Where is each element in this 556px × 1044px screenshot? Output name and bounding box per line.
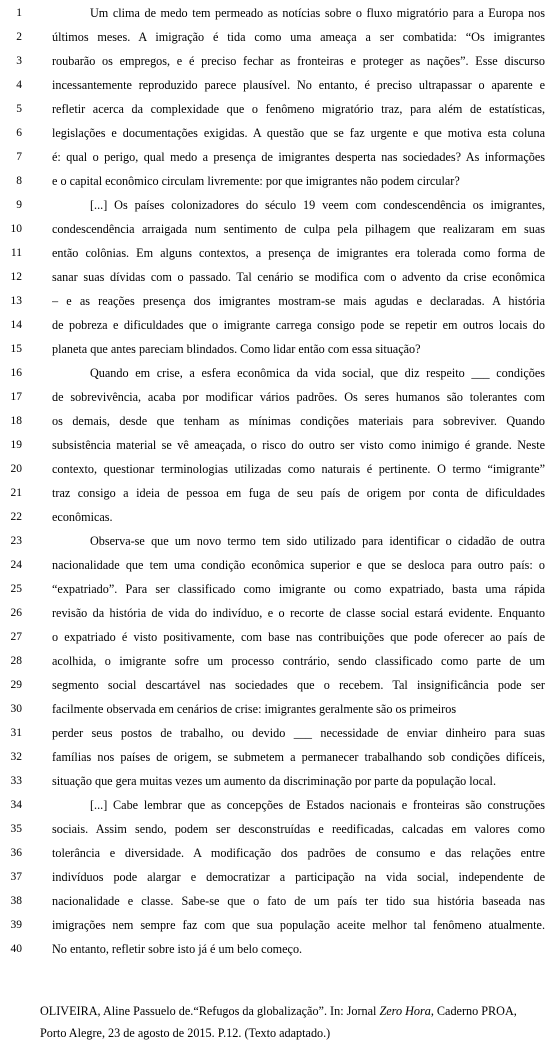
line-number: 26 (10, 607, 22, 619)
line-text: econômicas. (52, 510, 113, 524)
text-line (0, 146, 556, 168)
text-line (0, 386, 556, 408)
text-line (0, 674, 556, 696)
line-text: nacionalidade que tem uma condição econômica superior e que se desloca para outro país: o (52, 558, 545, 572)
line-number: 37 (10, 871, 22, 883)
line-text: últimos meses. A imigração é tida como uma ameaça a ser combatida: “Os imigrantes (52, 30, 545, 44)
line-number: 7 (16, 151, 22, 163)
citation-text: , Caderno PROA, (430, 1004, 517, 1018)
line-text: então colônias. Em alguns contextos, a presença de imigrantes era tolerada como forma de (52, 246, 545, 260)
line-number: 40 (10, 943, 22, 955)
line-number: 28 (10, 655, 22, 667)
line-text: facilmente observada em cenários de crise: imigrantes geralmente são os primeiros (52, 702, 457, 716)
text-line (0, 338, 556, 360)
line-number: 12 (10, 271, 22, 283)
line-text: Quando em crise, a esfera econômica da vida social, que diz respeito ___ condições (90, 366, 545, 380)
text-line (0, 122, 556, 144)
text-line (0, 98, 556, 120)
line-text: subsistência material se vê ameaçada, o risco do outro ser visto como inimigo é grande. Neste (52, 438, 545, 452)
line-text: os demais, desde que tenham as mínimas condições materiais para sobreviver. Quando (52, 414, 545, 428)
line-text: famílias nos países de origem, se submetem a permanecer trabalhando sob condições difíceis, (52, 750, 545, 764)
text-line (0, 602, 556, 624)
newspaper-name: Zero Hora (379, 1004, 431, 1018)
line-text: Observa-se que um novo termo tem sido utilizado para identificar o cidadão de outra (90, 534, 545, 548)
text-line (0, 698, 556, 720)
text-line (0, 50, 556, 72)
line-text: de pobreza e dificuldades que o imigrante carrega consigo pode se repetir em outros locais do (52, 318, 545, 332)
text-line (0, 26, 556, 48)
line-number: 18 (10, 415, 22, 427)
line-text: incessantemente reproduzido parece plausível. No entanto, é preciso ultrapassar o aparente e (52, 78, 545, 92)
text-line (0, 482, 556, 504)
text-line (0, 722, 556, 744)
line-number: 19 (10, 439, 22, 451)
line-number: 1 (16, 7, 22, 19)
text-line (0, 890, 556, 912)
text-line (0, 290, 556, 312)
line-number: 34 (10, 799, 22, 811)
line-number: 6 (16, 127, 22, 139)
line-text: segmento social descartável nas sociedades que o recebem. Tal insignificância pode ser (52, 678, 545, 692)
line-text: No entanto, refletir sobre isto já é um belo começo. (52, 942, 303, 956)
text-line (0, 314, 556, 336)
text-line (0, 458, 556, 480)
text-line (0, 506, 556, 528)
line-text: Um clima de medo tem permeado as notícias sobre o fluxo migratório para a Europa nos (90, 6, 545, 20)
text-line (0, 410, 556, 432)
line-number: 23 (10, 535, 22, 547)
text-line (0, 818, 556, 840)
line-text: legislações e documentações exigidas. A questão que se faz urgente e que motiva esta coluna (52, 126, 545, 140)
line-text: condescendência arraigada num sentimento de culpa pela pilhagem que realizaram em suas (52, 222, 545, 236)
text-line (0, 362, 556, 384)
line-text: planeta que antes pareciam blindados. Como lidar então com essa situação? (52, 342, 421, 356)
line-number: 38 (10, 895, 22, 907)
text-line (0, 530, 556, 552)
text-line (0, 626, 556, 648)
citation-line-2: Porto Alegre, 23 de agosto de 2015. P.12. (Texto adaptado.) (40, 1026, 331, 1040)
line-text: acolhida, o imigrante sofre um processo contrário, sendo classificado como parte de um (52, 654, 545, 668)
text-line (0, 794, 556, 816)
text-line (0, 578, 556, 600)
line-text: [...] Cabe lembrar que as concepções de Estados nacionais e fronteiras são construções (90, 798, 545, 812)
line-text: imigrações nem sempre faz com que sua população aceite melhor tal fenômeno atualmente. (52, 918, 545, 932)
text-line (0, 842, 556, 864)
line-number: 17 (10, 391, 22, 403)
text-line (0, 866, 556, 888)
text-line (0, 650, 556, 672)
line-number: 2 (16, 31, 22, 43)
line-number: 14 (10, 319, 22, 331)
line-text: é: qual o perigo, qual medo a presença de imigrantes desperta nas sociedades? As informações (52, 150, 545, 164)
line-text: [...] Os países colonizadores do século 19 veem com condescendência os imigrantes, (90, 198, 545, 212)
line-text: sanar suas dívidas com o passado. Tal cenário se modifica com o advento da crise econômica (52, 270, 545, 284)
line-number: 20 (10, 463, 22, 475)
line-text: revisão da história de vida do indivíduo, e o recorte de classe social estará evidente. Enquanto (52, 606, 545, 620)
line-text: traz consigo a ideia de pessoa em fuga de seu país de origem por conta de dificuldades (52, 486, 545, 500)
line-number: 5 (16, 103, 22, 115)
line-number: 8 (16, 175, 22, 187)
line-text: indivíduos pode alargar e democratizar a participação na vida social, independente de (52, 870, 545, 884)
line-text: de sobrevivência, acaba por modificar vários padrões. Os seres humanos são tolerantes com (52, 390, 545, 404)
line-number: 30 (10, 703, 22, 715)
line-number: 36 (10, 847, 22, 859)
line-text: roubarão os empregos, e é preciso fechar as fronteiras e proteger as nações”. Esse discurso (52, 54, 545, 68)
line-number: 32 (10, 751, 22, 763)
line-text: – e as reações presença dos imigrantes mostram-se mais agudas e declaradas. A história (52, 294, 545, 308)
text-line (0, 914, 556, 936)
line-text: contexto, questionar terminologias utilizadas como naturais é pertinente. O termo “imigrante” (52, 462, 545, 476)
line-number: 16 (10, 367, 22, 379)
text-line (0, 74, 556, 96)
line-text: refletir acerca da complexidade que o fenômeno migratório traz, para além de estatísticas, (52, 102, 545, 116)
line-number: 33 (10, 775, 22, 787)
line-number: 10 (10, 223, 22, 235)
line-number: 39 (10, 919, 22, 931)
line-number: 22 (10, 511, 22, 523)
text-line (0, 746, 556, 768)
line-number: 21 (10, 487, 22, 499)
text-line (0, 938, 556, 960)
line-number: 27 (10, 631, 22, 643)
line-text: situação que gera muitas vezes um aumento da discriminação por parte da população local. (52, 774, 496, 788)
line-number: 11 (10, 247, 22, 259)
line-number: 4 (16, 79, 22, 91)
text-line (0, 554, 556, 576)
line-number: 24 (10, 559, 22, 571)
line-number: 35 (10, 823, 22, 835)
text-line (0, 2, 556, 24)
line-number: 9 (16, 199, 22, 211)
line-number: 29 (10, 679, 22, 691)
citation-text: OLIVEIRA, Aline Passuelo de.“Refugos da globalização”. In: Jornal (40, 1004, 380, 1018)
line-text: nacionalidade e classe. Sabe-se que o fato de um país ter tido sua história baseada nas (52, 894, 545, 908)
line-number: 3 (16, 55, 22, 67)
line-text: sociais. Assim sendo, podem ser desconstruídas e reedificadas, calcadas em valores como (52, 822, 545, 836)
line-number: 15 (10, 343, 22, 355)
text-line (0, 170, 556, 192)
line-number: 25 (10, 583, 22, 595)
line-number: 13 (10, 295, 22, 307)
line-text: “expatriado”. Para ser classificado como imigrante ou como expatriado, basta uma rápida (52, 582, 545, 596)
text-line (0, 266, 556, 288)
line-text: tolerância e diversidade. A modificação dos padrões de consumo e das relações entre (52, 846, 545, 860)
citation-line-1 (40, 1000, 545, 1022)
line-text: o expatriado é visto positivamente, com base nas contribuições que pode oferecer ao país de (52, 630, 545, 644)
line-number: 31 (10, 727, 22, 739)
text-line (0, 218, 556, 240)
text-line (0, 434, 556, 456)
text-line (0, 194, 556, 216)
line-text: e o capital econômico circulam livremente: por que imigrantes não podem circular? (52, 174, 460, 188)
text-line (0, 242, 556, 264)
line-text: perder seus postos de trabalho, ou devido ___ necessidade de enviar dinheiro para suas (52, 726, 545, 740)
text-line (0, 770, 556, 792)
